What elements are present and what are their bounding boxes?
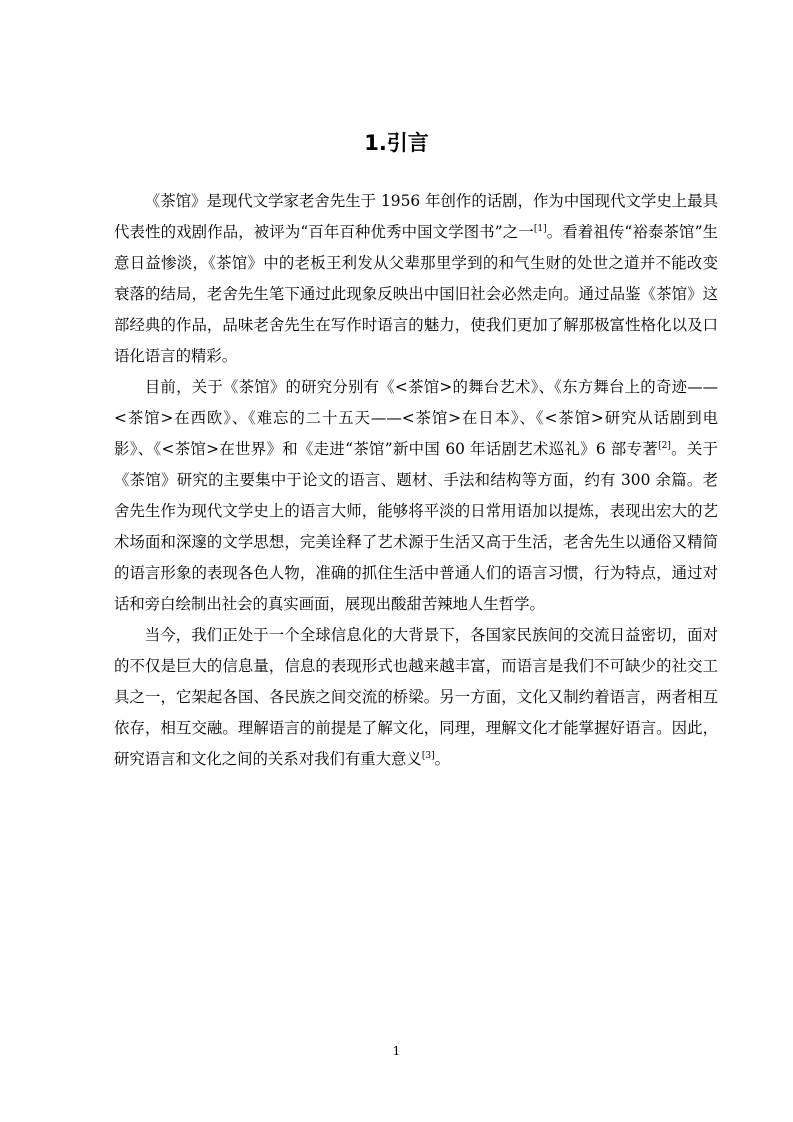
section-title: 1.引言 — [364, 131, 429, 155]
paragraph-text: 。看着祖传“裕泰茶馆”生意日益惨淡，《茶馆》中的老板王利发从父辈那里学到的和气生财的处世之道并不能改变衰落的结局，老舍先生笔下通过此现象反映出中国旧社会必然走向。通过品鉴《茶馆》这部经典的作品，品味老舍先生在写作时语言的魅力，使我们更加了解那极富性格化以及口语化语言的精彩。 — [114, 223, 718, 365]
page-number: 1 — [392, 1044, 401, 1058]
paragraph-1 — [114, 186, 718, 372]
body-text — [114, 186, 718, 775]
paragraph-text: 目前，关于《茶馆》的研究分别有《<茶馆>的舞台艺术》、《东方舞台上的奇迹——<茶馆>在西欧》、《难忘的二十五天——<茶馆>在日本》、《<茶馆>研究从话剧到电影》、《<茶馆>在世界》和《走进“茶馆”新中国 60 年话剧艺术巡礼》6 部专著 — [114, 378, 718, 458]
paragraph-3 — [114, 620, 718, 775]
citation-marker: [1] — [533, 223, 547, 234]
citation-marker: [2] — [658, 440, 671, 451]
paragraph-text: 。关于《茶馆》研究的主要集中于论文的语言、题材、手法和结构等方面，约有 300 余篇。老舍先生作为现代文学史上的语言大师，能够将平淡的日常用语加以提炼，表现出宏大的艺术场面和深邃的文学思想，完美诠释了艺术源于生活又高于生活，老舍先生以通俗又精简的语言形象的表现各色人物，准确的抓住生活中普通人们的语言习惯，行为特点，通过对话和旁白绘制出社会的真实画面，展现出酸甜苦辣地人生哲学。 — [114, 440, 718, 613]
citation-marker: [3] — [421, 750, 435, 761]
paragraph-text: 《茶馆》是现代文学家老舍先生于 1956 年创作的话剧，作为中国现代文学史上最具代表性的戏剧作品，被评为“百年百种优秀中国文学图书”之一 — [114, 192, 718, 241]
paragraph-text: 当今，我们正处于一个全球信息化的大背景下，各国家民族间的交流日益密切，面对的不仅是巨大的信息量，信息的表现形式也越来越丰富，而语言是我们不可缺少的社交工具之一，它架起各国、各民族之间交流的桥梁。另一方面，文化又制约着语言，两者相互依存，相互交融。理解语言的前提是了解文化，同理，理解文化才能掌握好语言。因此，研究语言和文化之间的关系对我们有重大意义 — [114, 626, 718, 768]
paragraph-text: 。 — [434, 750, 450, 768]
paragraph-2 — [114, 372, 718, 620]
